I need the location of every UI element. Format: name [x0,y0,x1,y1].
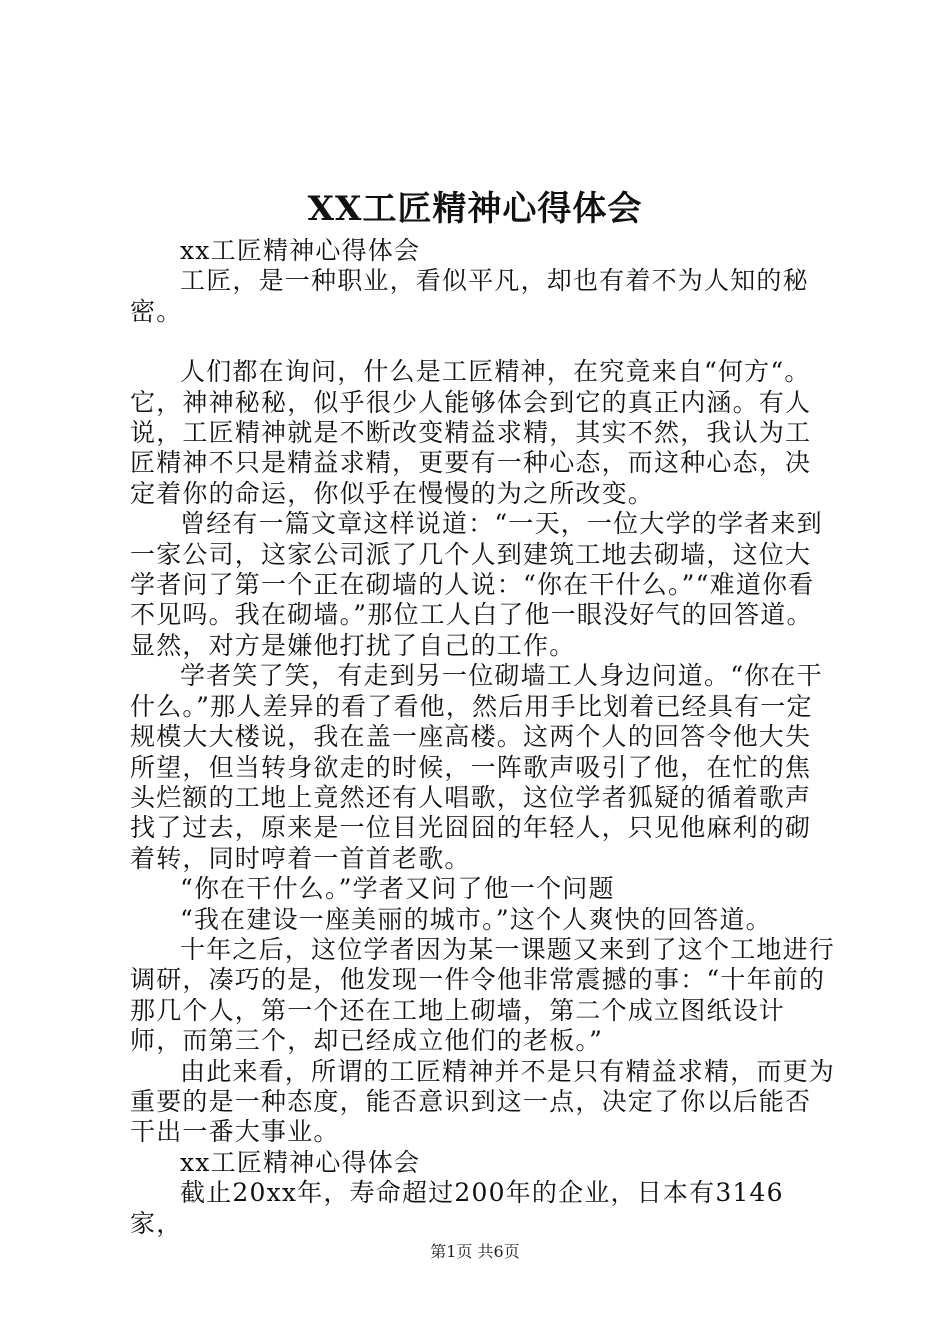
document-title: XX工匠精神心得体会 [307,189,643,229]
paragraph: 曾经有一篇文章这样说道：“一天，一位大学的学者来到一家公司，这家公司派了几个人到建筑工地去砌墙，这位大学者问了第一个正在砌墙的人说：“你在干什么。”“难道你看不见吗。我在砌墙。”那位工人白了他一眼没好气的回答道。显然，对方是嫌他打扰了自己的工作。 [130,509,823,660]
paragraph-subtitle: xx工匠精神心得体会 [180,236,421,265]
paragraph: 截止20xx年，寿命超过200年的企业，日本有3146家， [130,1178,784,1238]
page-footer: 第1页 共6页 [430,1242,520,1261]
document-body [130,236,836,1239]
paragraph: 人们都在询问，什么是工匠精神，在究竟来自“何方“。它，神神秘秘，似乎很少人能够体会到它的真正内涵。有人说，工匠精神就是不断改变精益求精，其实不然，我认为工匠精神不只是精益求精，更要有一种心态，而这种心态，决定着你的命运，你似乎在慢慢的为之所改变。 [130,357,812,508]
paragraph: 由此来看，所谓的工匠精神并不是只有精益求精，而更为重要的是一种态度，能否意识到这一点，决定了你以后能否干出一番大事业。 [130,1056,836,1147]
paragraph: 学者笑了笑，有走到另一位砌墙工人身边问道。“你在干什么。”那人差异的看了看他，然后用手比划着已经具有一定规模大大楼说，我在盖一座高楼。这两个人的回答令他大失所望，但当转身欲走的时候，一阵歌声吸引了他，在忙的焦头烂额的工地上竟然还有人唱歌，这位学者狐疑的循着歌声找了过去，原来是一位目光囧囧的年轻人，只见他麻利的砌着转，同时哼着一首首老歌。 [130,661,823,873]
paragraph-intro: 工匠，是一种职业，看似平凡，却也有着不为人知的秘密。 [130,266,809,326]
paragraph: 十年之后，这位学者因为某一课题又来到了这个工地进行调研，凑巧的是，他发现一件令他非常震撼的事：“十年前的那几个人，第一个还在工地上砌墙，第二个成立图纸设计师，而第三个，却已经成立他们的老板。” [130,934,836,1056]
paragraph: “你在干什么。”学者又问了他一个问题 [180,874,615,904]
paragraph: “我在建设一座美丽的城市。”这个人爽快的回答道。 [180,904,772,934]
paragraph-section-heading: xx工匠精神心得体会 [180,1147,421,1177]
